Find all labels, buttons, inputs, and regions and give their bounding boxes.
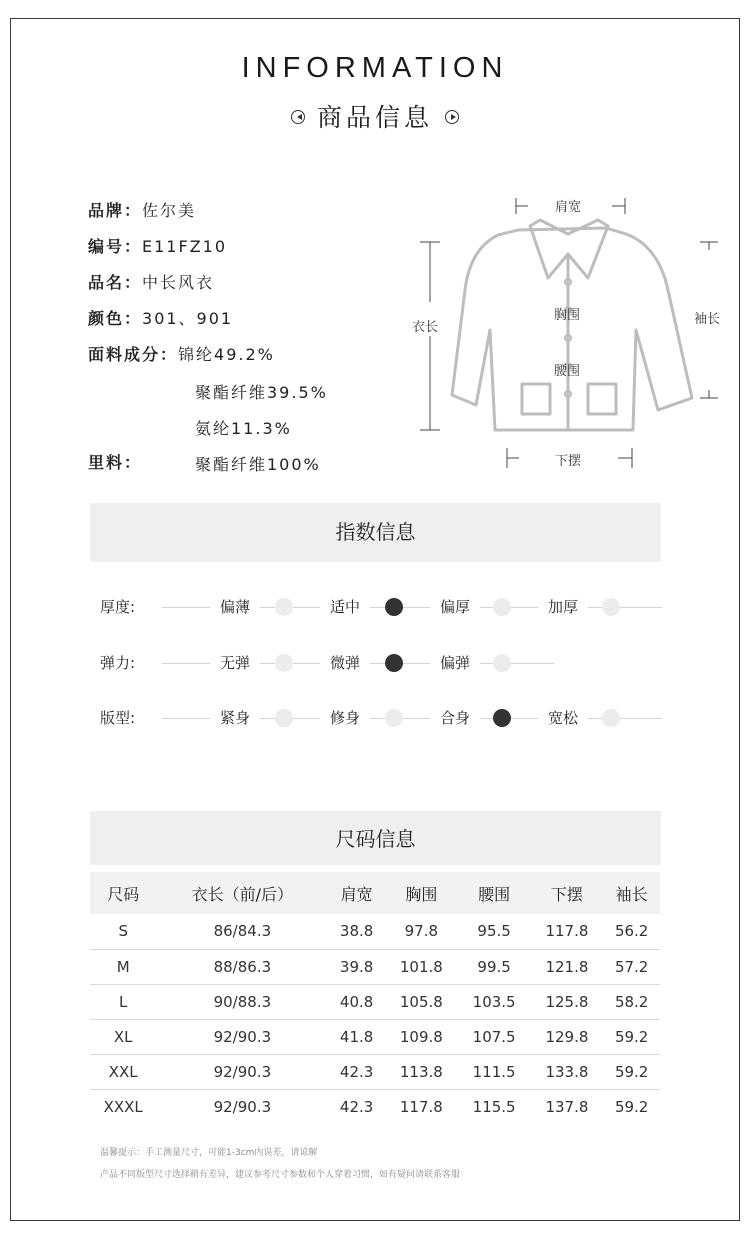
index-dot-selected (493, 709, 511, 727)
cell: M (90, 949, 156, 984)
index-option: 偏薄 (210, 596, 260, 618)
cell: 117.8 (531, 914, 604, 949)
cell: 38.8 (328, 914, 385, 949)
index-dot (493, 654, 511, 672)
table-row (90, 1054, 660, 1089)
index-label: 厚度: (100, 598, 136, 616)
info-code: 编号：E11FZ10 (88, 237, 228, 256)
cell: 41.8 (328, 1019, 385, 1054)
cell: L (90, 984, 156, 1019)
index-dot (493, 598, 511, 616)
label-chest: 胸围 (554, 308, 581, 323)
index-option: 合身 (430, 707, 480, 729)
table-row (90, 914, 660, 949)
index-option: 适中 (320, 596, 370, 618)
label-length: 衣长 (412, 320, 439, 335)
cell: 107.5 (458, 1019, 531, 1054)
color-value: 301、901 (142, 309, 234, 328)
cell: 109.8 (385, 1019, 458, 1054)
index-dot (275, 598, 293, 616)
info-name: 品名：中长风衣 (88, 273, 215, 292)
cell: 88/86.3 (156, 949, 328, 984)
table-row (90, 1019, 660, 1054)
fabric-value-1: 锦纶49.2% (178, 345, 275, 364)
title-chinese-wrapper (0, 98, 750, 134)
cell: 56.2 (603, 914, 660, 949)
cell: 99.5 (458, 949, 531, 984)
cell: 115.5 (472, 1097, 516, 1116)
info-color: 颜色：301、901 (88, 309, 234, 328)
cell: 103.5 (458, 984, 531, 1019)
cell: 133.8 (531, 1054, 604, 1089)
index-dot (385, 709, 403, 727)
cell: 117.8 (399, 1097, 443, 1116)
cell: 90/88.3 (156, 984, 328, 1019)
cell: 129.8 (531, 1019, 604, 1054)
lining-value: 聚酯纤维100% (195, 455, 321, 474)
coat-diagram (400, 190, 740, 480)
coat-outline-icon (400, 190, 740, 480)
size-section-title: 尺码信息 (90, 811, 661, 865)
index-option: 偏弹 (430, 652, 480, 674)
index-dot-selected (385, 654, 403, 672)
title-chinese: 商品信息 (316, 103, 433, 132)
index-dot-selected (385, 598, 403, 616)
index-option: 偏厚 (430, 596, 480, 618)
cell: 95.5 (458, 914, 531, 949)
index-option: 紧身 (210, 707, 260, 729)
cell: S (90, 914, 156, 949)
label-waist: 腰围 (554, 364, 581, 379)
fabric-value-3: 氨纶11.3% (195, 419, 292, 438)
size-table (90, 872, 660, 1124)
index-option: 无弹 (210, 652, 260, 674)
col-header: 衣长（前/后） (156, 872, 328, 914)
col-header: 下摆 (531, 872, 604, 914)
cell: 111.5 (458, 1054, 531, 1089)
cell: 58.2 (603, 984, 660, 1019)
col-header: 尺码 (90, 872, 156, 914)
index-label: 弹力: (100, 654, 136, 672)
cell: 92/90.3 (156, 1054, 328, 1089)
cell: 42.3 (328, 1054, 385, 1089)
label-hem: 下摆 (555, 454, 582, 469)
info-brand: 品牌：佐尔美 (88, 201, 197, 220)
info-fabric: 面料成分：锦纶49.2% (88, 345, 275, 364)
index-row-thickness (100, 596, 670, 618)
cell: 105.8 (385, 984, 458, 1019)
cell: 40.8 (328, 984, 385, 1019)
note-line-2: 产品不同版型尺寸选择稍有差异，建议参考尺寸参数和个人穿着习惯，如有疑问请联系客服 (100, 1170, 461, 1180)
table-row (90, 1089, 660, 1124)
code-value: E11FZ10 (142, 237, 228, 256)
cell: 59.2 (603, 1019, 660, 1054)
col-header: 胸围 (385, 872, 458, 914)
brand-value: 佐尔美 (142, 201, 197, 220)
label-sleeve: 袖长 (694, 312, 721, 327)
index-option: 微弹 (320, 652, 370, 674)
cell: 125.8 (531, 984, 604, 1019)
index-dot (275, 654, 293, 672)
cell: 86/84.3 (156, 914, 328, 949)
col-header: 肩宽 (328, 872, 385, 914)
index-dot (602, 598, 620, 616)
index-row-elasticity (100, 652, 670, 674)
cell: 101.8 (385, 949, 458, 984)
cell: 92/90.3 (213, 1097, 272, 1116)
circle-arrow-left-icon (291, 110, 305, 124)
cell: 59.2 (614, 1097, 649, 1116)
cell: 113.8 (385, 1054, 458, 1089)
cell: 57.2 (603, 949, 660, 984)
cell: 39.8 (328, 949, 385, 984)
cell: 137.8 (545, 1097, 589, 1116)
fabric-value-2: 聚酯纤维39.5% (195, 383, 328, 402)
cell: 97.8 (385, 914, 458, 949)
cell: 92/90.3 (156, 1019, 328, 1054)
index-label: 版型: (100, 709, 136, 727)
cell: XXL (90, 1054, 156, 1089)
title-english: INFORMATION (241, 52, 509, 84)
cell: 42.3 (339, 1097, 374, 1116)
col-header: 腰围 (458, 872, 531, 914)
index-option: 宽松 (538, 707, 588, 729)
index-dot (602, 709, 620, 727)
note-line-1: 温馨提示：手工测量尺寸，可能1-3cm内误差，请谅解 (100, 1148, 318, 1158)
cell: 121.8 (531, 949, 604, 984)
index-option: 加厚 (538, 596, 588, 618)
col-header: 袖长 (603, 872, 660, 914)
info-lining: 里料： (88, 453, 143, 472)
size-table-header (90, 872, 660, 914)
name-value: 中长风衣 (142, 273, 215, 292)
cell: XL (90, 1019, 156, 1054)
index-row-fit (100, 707, 670, 729)
index-option: 修身 (320, 707, 370, 729)
cell: 59.2 (603, 1054, 660, 1089)
table-row (90, 984, 660, 1019)
cell: XXXL (103, 1097, 143, 1116)
table-row (90, 949, 660, 984)
circle-arrow-right-icon (445, 110, 459, 124)
index-section-title: 指数信息 (90, 503, 661, 562)
index-dot (275, 709, 293, 727)
label-shoulder: 肩宽 (555, 200, 582, 215)
